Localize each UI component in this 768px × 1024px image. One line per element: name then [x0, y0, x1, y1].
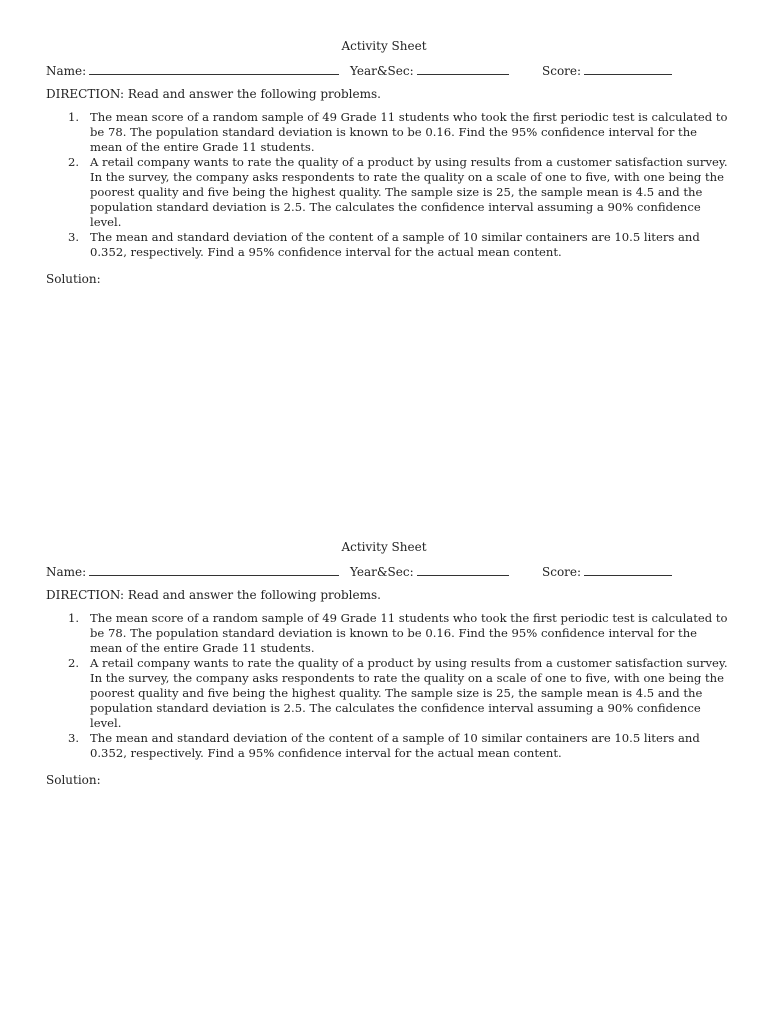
year-sec-blank-line[interactable]: [417, 563, 509, 576]
problem-item: [68, 731, 728, 761]
problem-text: A retail company wants to rate the quality of a product by using results from a customer satisfaction survey. In the survey, the company asks respondents to rate the quality on a scale of one to five, with one being the poorest quality and five being the highest quality. The sample size is 25, the sample mean is 4.5 and the population standard deviation is 2.5. The calculates the confidence interval assuming a 90% confidence level.: [90, 155, 728, 229]
score-blank-line[interactable]: [584, 563, 672, 576]
name-field: [46, 563, 339, 580]
problem-number: 2.: [68, 656, 80, 670]
year-sec-label: Year&Sec:: [350, 64, 414, 78]
header-fields: [46, 62, 726, 78]
problem-item: [68, 656, 728, 731]
problem-text: A retail company wants to rate the quality of a product by using results from a customer satisfaction survey. In the survey, the company asks respondents to rate the quality on a scale of one to five, with one being the poorest quality and five being the highest quality. The sample size is 25, the sample mean is 4.5 and the population standard deviation is 2.5. The calculates the confidence interval assuming a 90% confidence level.: [90, 656, 728, 730]
problem-item: [68, 230, 728, 260]
problem-text: The mean and standard deviation of the content of a sample of 10 similar containers are 10.5 liters and 0.352, respectively. Find a 95% confidence interval for the actual mean content.: [90, 731, 700, 760]
problem-item: [68, 155, 728, 230]
solution-label: Solution:: [46, 773, 101, 787]
sheet-title: Activity Sheet: [341, 39, 427, 53]
year-sec-blank-line[interactable]: [417, 62, 509, 75]
header-fields: [46, 563, 726, 579]
problem-item: [68, 611, 728, 656]
year-sec-field: [350, 62, 509, 79]
problem-number: 3.: [68, 230, 80, 244]
score-field: [542, 563, 672, 580]
year-sec-label: Year&Sec:: [350, 565, 414, 579]
solution-label: Solution:: [46, 272, 101, 286]
activity-sheet-1: [0, 38, 768, 338]
problem-number: 3.: [68, 731, 80, 745]
score-label: Score:: [542, 64, 582, 78]
name-blank-line[interactable]: [89, 563, 339, 576]
score-label: Score:: [542, 565, 582, 579]
problem-text: The mean score of a random sample of 49 Grade 11 students who took the first periodic test is calculated to be 78. The population standard deviation is known to be 0.16. Find the 95% confidence interval for the mean of the entire Grade 11 students.: [90, 110, 728, 154]
name-label: Name:: [46, 64, 87, 78]
problem-list: [68, 611, 728, 761]
score-field: [542, 62, 672, 79]
name-field: [46, 62, 339, 79]
problem-item: [68, 110, 728, 155]
problem-list: [68, 110, 728, 260]
problem-number: 1.: [68, 110, 80, 124]
name-label: Name:: [46, 565, 87, 579]
sheet-title: Activity Sheet: [341, 540, 427, 554]
year-sec-field: [350, 563, 509, 580]
score-blank-line[interactable]: [584, 62, 672, 75]
direction-text: DIRECTION: Read and answer the following problems.: [46, 87, 381, 101]
activity-sheet-2: [0, 539, 768, 839]
problem-number: 2.: [68, 155, 80, 169]
name-blank-line[interactable]: [89, 62, 339, 75]
problem-text: The mean score of a random sample of 49 Grade 11 students who took the first periodic test is calculated to be 78. The population standard deviation is known to be 0.16. Find the 95% confidence interval for the mean of the entire Grade 11 students.: [90, 611, 728, 655]
problem-text: The mean and standard deviation of the content of a sample of 10 similar containers are 10.5 liters and 0.352, respectively. Find a 95% confidence interval for the actual mean content.: [90, 230, 700, 259]
problem-number: 1.: [68, 611, 80, 625]
direction-text: DIRECTION: Read and answer the following problems.: [46, 588, 381, 602]
